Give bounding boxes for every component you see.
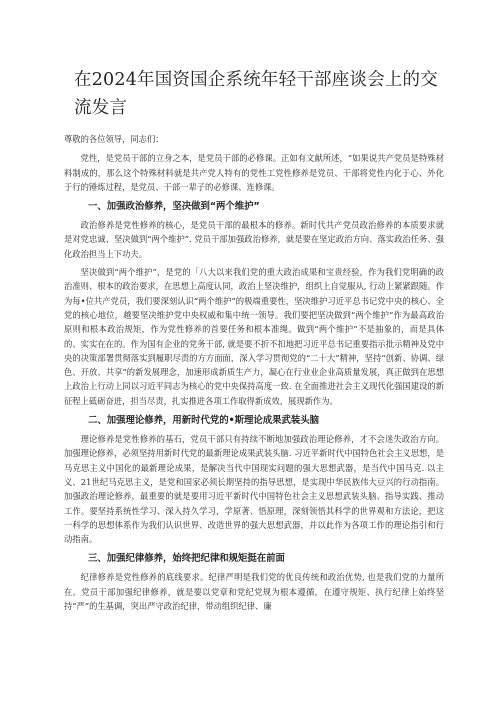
intro-paragraph: 党性，是党员干部的立身之本，是党员干部的必修课。正如有文献所述，“如果说共产党员是特殊材料制成的，那么这个特殊材料就是共产党人特有的党性工党性修养是党员、干部将党性内化于心、外化于行的锤炼过程，是党员、干部一辈子的必修课、连修课。 bbox=[64, 153, 444, 192]
document-title: 在2024年国资国企系统年轻干部座谈会上的交流发言 bbox=[74, 70, 438, 118]
section-1 bbox=[64, 200, 444, 408]
section-3 bbox=[64, 552, 444, 613]
section-heading: 三、加强纪律修养，始终把纪律和规矩挺在前面 bbox=[88, 553, 285, 565]
body-paragraph: 政治修养是党性修养的核心，是党员干部的最根本的修养。新时代共产党员政治修养的本质要求就是对党忠诚、坚决做到“两个维护”. 党员干部加强政治修养，就是要在坚定政治方向、落实政治任务、强化政治担当上下功夫。 bbox=[64, 220, 444, 259]
body-paragraph: 坚决做到“两个维护”，是党的「八大以来我们党的重大政治成果和宝贵经验，作为我们党明确的政治准则、根本的政治要求，在思想上高度认同，政治上坚决维护，组织上自觉服从, 行动上紧紧跟随。作为每•位共产党员，我们要深刻认识“两个维护”的极端重要性，坚决维护习近平总书记党中央的核心、全党的核心地位，越要坚决维护党中央权威和集中统一领导。我们要把坚决做到“两个维护”作为最高政治原则和根本政治规矩，作为党性修养的首要任务和根本准绳。做到“两个维护”不是抽象的，而是具体的、实实在在的。作为国有企业的党务干部, 就是要不折不扣地把习近平总书记重要指示批示精神及党中央的决策部署贯彻落实到履职尽责的方方面面，深入学习贯彻党的“二十大”精神，坚持“创新、协调、绿色、开放、共享”的新发展理念，加速形成新质生产力，凝心在行业业企业高质量发展，真正做到在思想上政治上行动上同以习近平同志为核心的党中央保持高度一致. 在全面推进社会主义现代化强国建设的新征程上砥砺奋进，担当尽责，扎实推进各项工作取得新成效，展现新作为。 bbox=[64, 267, 444, 406]
salutation: 尊敬的各位领导，同志们： bbox=[64, 134, 164, 144]
section-2 bbox=[64, 414, 444, 546]
body-paragraph: 纪律修养是党性修养的底线要求。纪律严明是我们党的优良传统和政治优势, 也是我们党的力量所在。党员干部加强纪律修养，就是要以党章和党纪党规为根本遵循，在遵守规矩、执行纪律上始终坚持“严”的生基调，突出严守政治纪律，带动组织纪律、廉 bbox=[64, 572, 444, 612]
section-heading: 二、加强理论修养，用新时代党的•斯理论成果武装头脑 bbox=[88, 415, 319, 427]
section-heading: 一、加强政治修养，坚决做到“两个维护” bbox=[88, 201, 260, 213]
body-paragraph: 理论修养是党性修养的基石，党员干部只有持续不断地加强政治理论修养，才不会迷失政治方向。加强理论修养，必须坚持用新时代党的最新理论成果武装头脑. 习近平新时代中国特色社会主义思想，是马克思主义中国化的最新理论成果，是解决当代中国现实问题的强大思想武器，是当代中国马克. 以主义、21世纪马克思主义，是党和国家必须长期坚持的指导思想，是实现中华民族伟大豆兴的行动指南。加强政治理论修养，最重要的就是要用习近平新时代中国特色社会主义思想武装头脑、指导实践、推动工作。要坚持系统性学习、深入持久学习，学原著、悟原理，深刻领悟其科学的世界观和方法论，把这一科学的思想体系作为我们认识世界、改造世界的强大思想武器，并以此作为各项工作的理论指引和行动指南。 bbox=[64, 434, 444, 545]
